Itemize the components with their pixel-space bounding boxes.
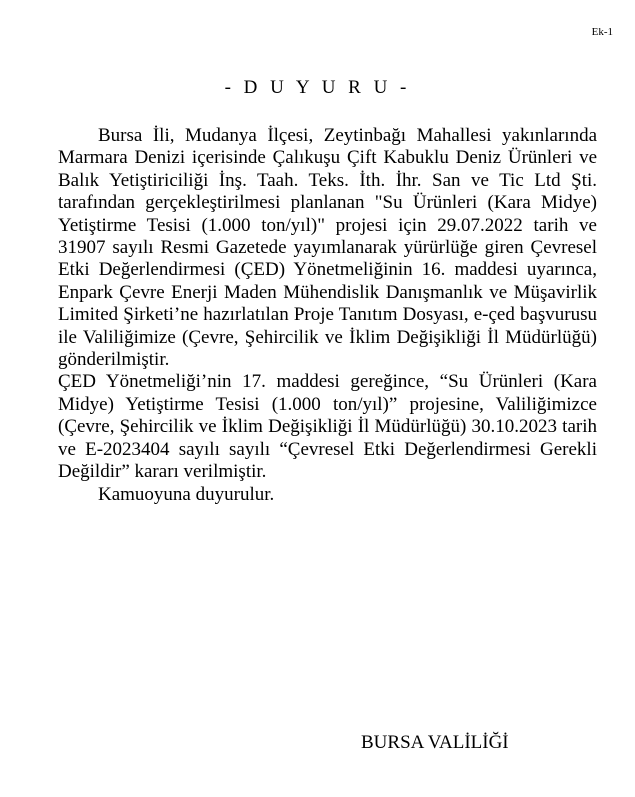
announcement-title: - D U Y U R U - [224,77,411,98]
paragraph-public-notice: Kamuoyuna duyurulur. [98,483,275,505]
paragraph-ced-decision: ÇED Yönetmeliği’nin 17. maddesi gereğince, “Su Ürünleri (Kara Midye) Yetiştirme Tesisi (1.000 ton/yıl)” projesine, Valiliğimizce (Çevre, Şehircilik ve İklim Değişikliği İl Müdürlüğü) 30.10.2023 tarih ve E-2023404 sayılı sayılı “Çevresel Etki Değerlendirmesi Gerekli Değildir” kararı verilmiştir. [58,371,597,483]
signature-authority: BURSA VALİLİĞİ [361,732,509,753]
announcement-body [58,125,597,506]
annex-label: Ek-1 [591,26,613,38]
paragraph-project-application: Bursa İli, Mudanya İlçesi, Zeytinbağı Mahallesi yakınlarında Marmara Denizi içerisinde Çalıkuşu Çift Kabuklu Deniz Ürünleri ve Balık Yetiştiriciliği İnş. Taah. Teks. İth. İhr. San ve Tic Ltd Şti. tarafından gerçekleştirilmesi planlanan "Su Ürünleri (Kara Midye) Yetiştirme Tesisi (1.000 ton/yıl)" projesi için 29.07.2022 tarih ve 31907 sayılı Resmi Gazetede yayımlanarak yürürlüğe giren Çevresel Etki Değerlendirmesi (ÇED) Yönetmeliğinin 16. maddesi uyarınca, Enpark Çevre Enerji Maden Mühendislik Danışmanlık ve Müşavirlik Limited Şirketi’ne hazırlatılan Proje Tanıtım Dosyası, e-çed başvurusu ile Valiliğimize (Çevre, Şehircilik ve İklim Değişikliği İl Müdürlüğü) gönderilmiştir. [58,125,597,371]
